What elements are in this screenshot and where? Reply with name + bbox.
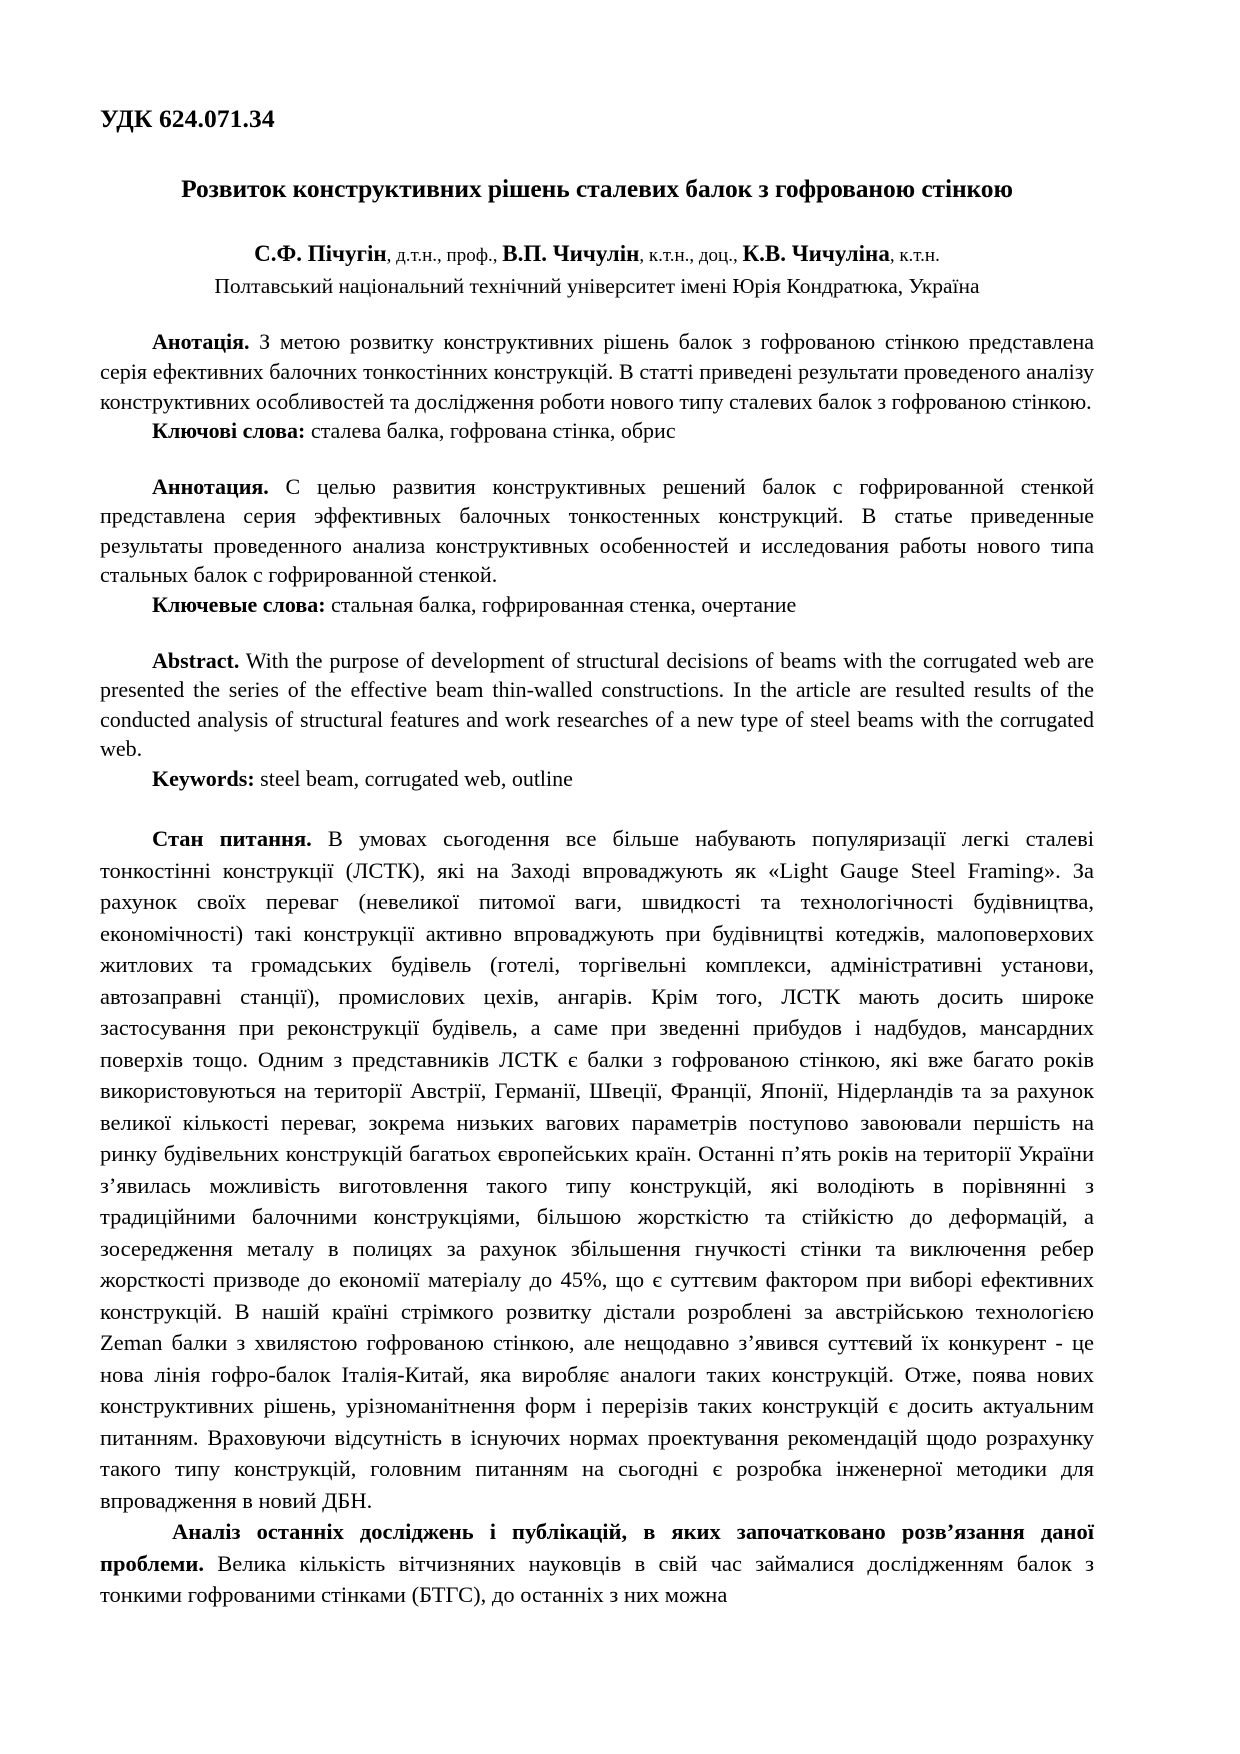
keywords-uk-text: сталева балка, гофрована стінка, обрис <box>305 418 676 444</box>
keywords-ru-label: Ключевые слова: <box>152 591 326 617</box>
author-name-1: С.Ф. Пічугін <box>254 241 387 267</box>
section-analysis <box>100 1516 1094 1611</box>
abstract-ru-block <box>100 472 1094 620</box>
abstract-uk-label: Анотація. <box>152 329 250 355</box>
abstract-uk-text: З метою розвитку конструктивних рішень балок з гофрованою стінкою представлена серія ефективних балочних тонкостінних конструкцій. В статті приведені результати проведеного аналізу конструктивних особливостей та дослідження роботи нового типу сталевих балок з гофрованою стінкою. <box>100 329 1094 414</box>
author-affiliation: Полтавський національний технічний університет імені Юрія Кондратюка, Україна <box>214 274 980 299</box>
section-state-paragraph <box>100 823 1094 1516</box>
section-analysis-text: Велика кількість вітчизняних науковців в свій час займалися дослідженням балок з тонкими гофрованими стінками (БТГС), до останніх з них можна <box>100 1550 1094 1608</box>
abstract-en-block <box>100 646 1094 794</box>
keywords-uk-paragraph <box>100 416 1094 446</box>
abstract-ru-paragraph <box>100 472 1094 590</box>
author-degree-1: , д.т.н., проф., <box>386 245 503 267</box>
section-analysis-label: Аналіз останніх досліджень і публікацій, в яких започатковано розв’язання даної проблеми. <box>100 1519 1094 1576</box>
keywords-en-label: Keywords: <box>152 765 255 791</box>
author-degree-3: , к.т.н. <box>889 245 940 267</box>
abstract-ru-label: Аннотация. <box>152 473 269 499</box>
abstract-en-text: With the purpose of development of structural decisions of beams with the corrugated web are presented the series of the effective beam thin-walled constructions. In the article are resulted results of the conducted analysis of structural features and work researches of a new type of steel beams with the corrugated web. <box>100 647 1094 762</box>
section-state-of-question <box>100 823 1094 1516</box>
keywords-en-text: steel beam, corrugated web, outline <box>254 765 573 791</box>
section-analysis-paragraph <box>100 1516 1094 1611</box>
author-list <box>100 239 1094 269</box>
abstract-uk-paragraph <box>100 327 1094 416</box>
keywords-ru-paragraph <box>100 590 1094 620</box>
keywords-uk-label: Ключові слова: <box>152 418 306 444</box>
keywords-ru-text: стальная балка, гофрированная стенка, очертание <box>325 591 797 617</box>
udk-code: УДК 624.071.34 <box>100 104 275 133</box>
abstract-en-label: Abstract. <box>152 647 240 673</box>
keywords-en-paragraph <box>100 764 1094 794</box>
abstract-ru-text: С целью развития конструктивных решений балок с гофрированной стенкой представлена серия эффективных балочных тонкостенных конструкций. В статье приведенные результаты проведенного анализа конструктивных особенностей и исследования работы нового типа стальных балок с гофрированной стенкой. <box>100 473 1094 588</box>
author-name-2: В.П. Чичулін <box>502 241 640 267</box>
author-name-3: К.В. Чичуліна <box>742 241 890 267</box>
abstract-uk-block <box>100 327 1094 445</box>
section-state-label: Стан питання. <box>152 826 312 852</box>
page-title: Розвиток конструктивних рішень сталевих балок з гофрованою стінкою <box>181 173 1013 203</box>
section-state-text: В умовах сьогодення все більше набувають популяризації легкі сталеві тонкостінні конструкції (ЛСТК), які на Заході впроваджують як «Light Gauge Steel Framing». За рахунок своїх переваг (невеликої питомої ваги, швидкості та технологічності будівництва, економічності) такі конструкції активно впроваджують при будівництві котеджів, малоповерхових житлових та громадських будівель (готелі, торгівельні комплекси, адміністративні установи, автозаправні станції), промислових цехів, ангарів. Крім того, ЛСТК мають досить широке застосування при реконструкції будівель, а саме при зведенні прибудов і надбудов, мансардних поверхів тощо. Одним з представників ЛСТК є балки з гофрованою стінкою, які вже багато років використовуються на території Австрії, Германії, Швеції, Франції, Японії, Нідерландів та за рахунок великої кількості переваг, зокрема низьких вагових параметрів поступово завоювали першість на ринку будівельних конструкцій багатьох європейських країн. Останні п’ять років на території України з’явилась можливість виготовлення такого типу конструкцій, які володіють в порівнянні з традиційними балочними конструкціями, більшою жорсткістю та стійкістю до деформацій, а зосередження металу в полицях за рахунок збільшення гнучкості стінки та виключення ребер жорсткості призводе до економії матеріалу до 45%, що є суттєвим фактором при виборі ефективних конструкцій. В нашій країні стрімкого розвитку дістали розроблені за австрійською технологією Zeman балки з хвилястою гофрованою стінкою, але нещодавно з’явився суттєвий їх конкурент - це нова лінія гофро-балок Італія-Китай, яка виробляє аналоги таких конструкцій. Отже, поява нових конструктивних рішень, урізноманітнення форм і перерізів таких конструкцій є досить актуальним питанням. Враховуючи відсутність в існуючих нормах проектування рекомендацій щодо розрахунку такого типу конструкцій, головним питанням на сьогодні є розробка інженерної методики для впровадження в новий ДБН. <box>100 826 1094 1513</box>
abstract-en-paragraph <box>100 646 1094 764</box>
author-degree-2: , к.т.н., доц., <box>639 245 743 267</box>
